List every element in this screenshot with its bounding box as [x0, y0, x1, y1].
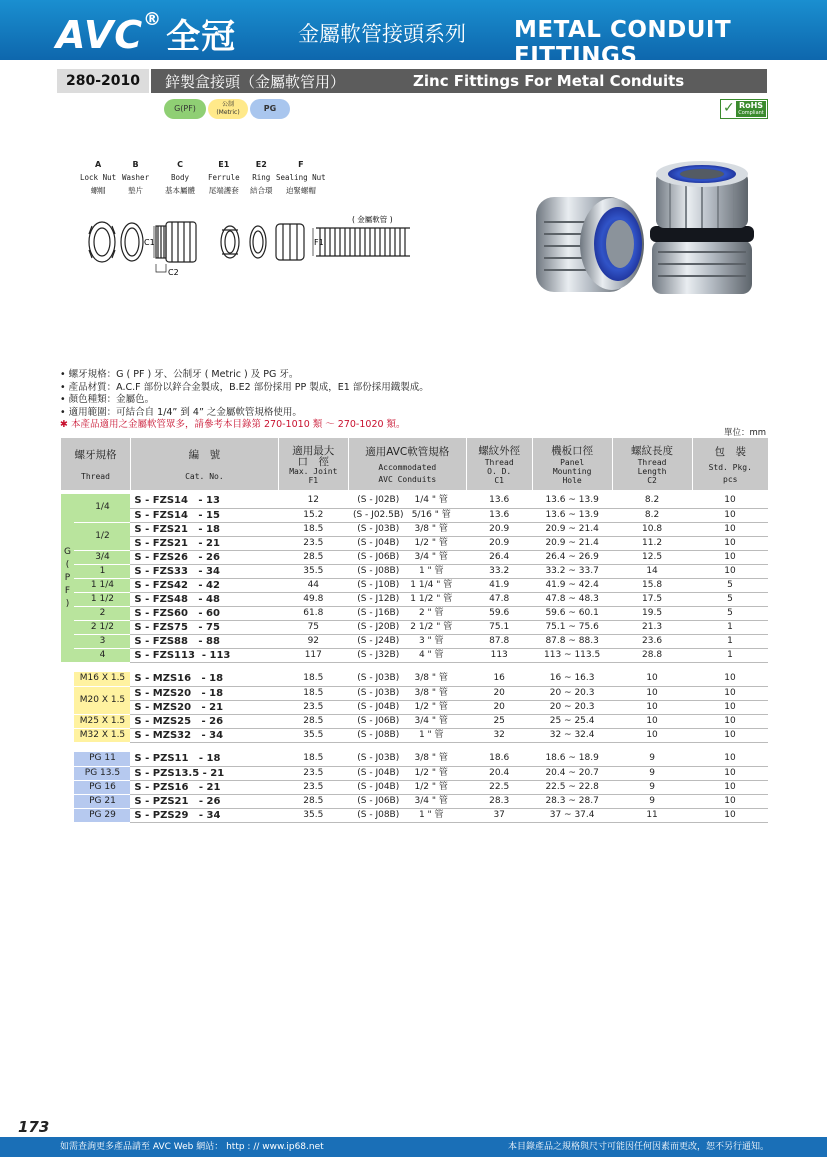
panel-hole-cell: 33.2 ~ 33.7: [532, 564, 612, 578]
conduit-ref-cell: (S - J04B): [348, 780, 404, 794]
thread-od-cell: 20: [466, 700, 532, 714]
series-title-cn: 金屬軟管接頭系列: [298, 22, 466, 46]
conduit-ref-cell: (S - J20B): [348, 620, 404, 634]
thread-length-cell: 15.8: [612, 578, 692, 592]
thread-size-cell: 3/4: [74, 550, 130, 564]
thread-length-cell: 9: [612, 794, 692, 808]
thread-length-cell: 10: [612, 686, 692, 700]
std-pkg-cell: 1: [692, 620, 768, 634]
product-title-en: Zinc Fittings For Metal Conduits: [413, 72, 685, 90]
page-number: 173: [18, 1118, 50, 1136]
product-photo: [530, 152, 770, 312]
thread-size-cell: PG 11: [74, 752, 130, 766]
thread-od-cell: 18.6: [466, 752, 532, 766]
std-pkg-cell: 10: [692, 766, 768, 780]
conduit-ref-cell: (S - J12B): [348, 592, 404, 606]
std-pkg-cell: 10: [692, 752, 768, 766]
cat-no-cell: S - FZS26 - 26: [130, 550, 278, 564]
std-pkg-cell: 5: [692, 592, 768, 606]
thread-length-cell: 9: [612, 752, 692, 766]
conduit-size-cell: 1 " 管: [404, 564, 466, 578]
conduit-size-cell: 5/16 " 管: [404, 508, 466, 522]
conduit-size-cell: 3/8 " 管: [404, 686, 466, 700]
part-e1: E1 Ferrule 尾端護套: [208, 160, 240, 195]
std-pkg-cell: 10: [692, 728, 768, 742]
table-row: [61, 728, 769, 742]
ferrule-drawing: [221, 226, 239, 258]
thread-length-cell: 10: [612, 714, 692, 728]
thread-length-cell: 10: [612, 700, 692, 714]
panel-hole-cell: 22.5 ~ 22.8: [532, 780, 612, 794]
conduit-size-cell: 3/8 " 管: [404, 752, 466, 766]
conduit-ref-cell: (S - J08B): [348, 808, 404, 822]
table-row: [61, 700, 769, 714]
max-joint-cell: 23.5: [278, 536, 348, 550]
panel-hole-cell: 25 ~ 25.4: [532, 714, 612, 728]
max-joint-cell: 61.8: [278, 606, 348, 620]
max-joint-cell: 117: [278, 648, 348, 662]
table-row: [61, 686, 769, 700]
part-a: A Lock Nut 螺帽: [80, 160, 117, 195]
thread-od-cell: 20: [466, 686, 532, 700]
panel-hole-cell: 20.9 ~ 21.4: [532, 522, 612, 536]
thread-od-cell: 33.2: [466, 564, 532, 578]
note-reference: ✱ 本產品適用之金屬軟管眾多，請參考本目錄第 270-1010 類 ～ 270-1020 類。: [60, 419, 406, 430]
cat-no-cell: S - FZS33 - 34: [130, 564, 278, 578]
panel-hole-cell: 20.9 ~ 21.4: [532, 536, 612, 550]
conduit-size-cell: 3/4 " 管: [404, 714, 466, 728]
cat-no-cell: S - PZS21 - 26: [130, 794, 278, 808]
c1-label: C1: [144, 238, 155, 247]
thread-length-cell: 8.2: [612, 494, 692, 508]
cat-no-cell: S - FZS88 - 88: [130, 634, 278, 648]
std-pkg-cell: 10: [692, 550, 768, 564]
conduit-ref-cell: (S - J08B): [348, 564, 404, 578]
thread-od-cell: 47.8: [466, 592, 532, 606]
conduit-size-cell: 1/2 " 管: [404, 536, 466, 550]
conduit-label: ( 金屬軟管 ): [352, 215, 393, 224]
table-row: [61, 780, 769, 794]
cat-no-cell: S - PZS11 - 18: [130, 752, 278, 766]
thread-od-cell: 20.4: [466, 766, 532, 780]
thread-size-cell: 4: [74, 648, 130, 662]
thread-size-cell: M16 X 1.5: [74, 672, 130, 686]
body-drawing: [156, 222, 196, 262]
conduit-ref-cell: (S - J03B): [348, 752, 404, 766]
thread-length-cell: 11: [612, 808, 692, 822]
footer-website-note: 如需查詢更多產品請至 AVC Web 網站： http : // www.ip68.net: [60, 1142, 324, 1152]
max-joint-cell: 35.5: [278, 728, 348, 742]
cat-no-cell: S - FZS42 - 42: [130, 578, 278, 592]
panel-hole-cell: 13.6 ~ 13.9: [532, 494, 612, 508]
group-pg-rows: [61, 752, 769, 822]
thread-od-cell: 25: [466, 714, 532, 728]
table-row: [61, 634, 769, 648]
conduit-drawing: [316, 228, 410, 256]
std-pkg-cell: 10: [692, 808, 768, 822]
std-pkg-cell: 1: [692, 648, 768, 662]
part-b: B Washer 墊片: [122, 160, 150, 195]
conduit-size-cell: 4 " 管: [404, 648, 466, 662]
table-row: [61, 550, 769, 564]
series-title-en: METAL CONDUIT FITTINGS: [514, 17, 732, 69]
conduit-ref-cell: (S - J06B): [348, 794, 404, 808]
std-pkg-cell: 10: [692, 700, 768, 714]
thread-length-cell: 12.5: [612, 550, 692, 564]
conduit-ref-cell: (S - J02.5B): [348, 508, 404, 522]
thread-length-cell: 11.2: [612, 536, 692, 550]
conduit-ref-cell: (S - J03B): [348, 686, 404, 700]
thread-od-cell: 37: [466, 808, 532, 822]
table-row: [61, 522, 769, 536]
thread-od-cell: 87.8: [466, 634, 532, 648]
conduit-size-cell: 3/4 " 管: [404, 794, 466, 808]
badge-g-pf: G(PF): [164, 99, 206, 119]
header-thread-od: 螺紋外徑 Thread O. D. C1: [466, 438, 532, 490]
washer-drawing: [121, 223, 143, 261]
panel-hole-cell: 59.6 ~ 60.1: [532, 606, 612, 620]
conduit-size-cell: 1 " 管: [404, 808, 466, 822]
fitting-right: [650, 161, 754, 294]
thread-od-cell: 32: [466, 728, 532, 742]
thread-size-cell: M25 X 1.5: [74, 714, 130, 728]
thread-od-cell: 41.9: [466, 578, 532, 592]
std-pkg-cell: 10: [692, 522, 768, 536]
c2-label: C2: [168, 268, 179, 277]
max-joint-cell: 35.5: [278, 808, 348, 822]
product-title-cn: 鋅製盒接頭（金屬軟管用）: [165, 73, 346, 91]
max-joint-cell: 92: [278, 634, 348, 648]
max-joint-cell: 12: [278, 494, 348, 508]
conduit-ref-cell: (S - J03B): [348, 672, 404, 686]
conduit-ref-cell: (S - J04B): [348, 700, 404, 714]
max-joint-cell: 18.5: [278, 672, 348, 686]
cat-no-cell: S - MZS32 - 34: [130, 728, 278, 742]
table-row: [61, 592, 769, 606]
cat-no-cell: S - PZS16 - 21: [130, 780, 278, 794]
conduit-size-cell: 3/8 " 管: [404, 522, 466, 536]
max-joint-cell: 75: [278, 620, 348, 634]
rohs-badge: ✓ RoHS Compliant: [720, 99, 768, 119]
thread-length-cell: 10: [612, 728, 692, 742]
conduit-ref-cell: (S - J06B): [348, 550, 404, 564]
cat-no-cell: S - FZS60 - 60: [130, 606, 278, 620]
lock-nut-drawing: [89, 222, 115, 262]
max-joint-cell: 18.5: [278, 522, 348, 536]
thread-length-cell: 10: [612, 672, 692, 686]
cat-no-cell: S - MZS20 - 18: [130, 686, 278, 700]
panel-hole-cell: 37 ~ 37.4: [532, 808, 612, 822]
thread-length-cell: 23.6: [612, 634, 692, 648]
max-joint-cell: 28.5: [278, 550, 348, 564]
table-row: [61, 672, 769, 686]
header-panel-hole: 機板口徑 Panel Mounting Hole: [532, 438, 612, 490]
conduit-size-cell: 3 " 管: [404, 634, 466, 648]
conduit-size-cell: 3/8 " 管: [404, 672, 466, 686]
spec-table: [60, 438, 768, 823]
std-pkg-cell: 10: [692, 714, 768, 728]
cat-no-cell: S - FZS21 - 21: [130, 536, 278, 550]
check-icon: ✓: [723, 100, 735, 116]
header-thread: 螺牙規格 Thread: [61, 438, 131, 490]
conduit-size-cell: 1/2 " 管: [404, 700, 466, 714]
cat-no-cell: S - MZS25 - 26: [130, 714, 278, 728]
max-joint-cell: 35.5: [278, 564, 348, 578]
max-joint-cell: 28.5: [278, 794, 348, 808]
note-range: • 適用範圍：可結合自 1/4” 到 4” 之金屬軟管規格使用。: [60, 406, 302, 418]
part-f: F Sealing Nut 迫緊螺帽: [276, 160, 326, 195]
header-banner: [0, 0, 827, 69]
thread-length-cell: 17.5: [612, 592, 692, 606]
brand-logo: AVC® 全冠: [56, 9, 237, 57]
table-row: [61, 648, 769, 662]
thread-od-cell: 13.6: [466, 494, 532, 508]
thread-size-cell: 3: [74, 634, 130, 648]
table-row: [61, 714, 769, 728]
thread-size-cell: 1: [74, 564, 130, 578]
panel-hole-cell: 28.3 ~ 28.7: [532, 794, 612, 808]
std-pkg-cell: 10: [692, 494, 768, 508]
table-row: [61, 564, 769, 578]
conduit-ref-cell: (S - J32B): [348, 648, 404, 662]
panel-hole-cell: 16 ~ 16.3: [532, 672, 612, 686]
cat-no-cell: S - MZS20 - 21: [130, 700, 278, 714]
thread-od-cell: 22.5: [466, 780, 532, 794]
thread-group-label: G ( P F ): [61, 494, 75, 662]
panel-hole-cell: 18.6 ~ 18.9: [532, 752, 612, 766]
thread-type-badges: [164, 99, 292, 119]
conduit-ref-cell: (S - J04B): [348, 536, 404, 550]
group-metric-rows: [61, 672, 769, 742]
std-pkg-cell: 10: [692, 564, 768, 578]
table-row: [61, 794, 769, 808]
thread-size-cell: 1 1/2: [74, 592, 130, 606]
conduit-ref-cell: (S - J06B): [348, 714, 404, 728]
conduit-size-cell: 3/4 " 管: [404, 550, 466, 564]
conduit-size-cell: 1/4 " 管: [404, 494, 466, 508]
table-row: [61, 508, 769, 522]
thread-od-cell: 16: [466, 672, 532, 686]
table-row: [61, 606, 769, 620]
std-pkg-cell: 1: [692, 634, 768, 648]
note-material: • 產品材質：A.C.F 部份以鋅合金製成，B.E2 部份採用 PP 製成，E1 部份採用鐵製成。: [60, 381, 429, 393]
part-e2: E2 Ring 結合環: [250, 160, 273, 195]
std-pkg-cell: 10: [692, 536, 768, 550]
max-joint-cell: 23.5: [278, 780, 348, 794]
header-thread-length: 螺紋長度 Thread Length C2: [612, 438, 692, 490]
product-notes: [60, 369, 429, 432]
group-g-pf-rows: [61, 494, 769, 662]
part-c: C Body 基本屬體: [165, 160, 195, 195]
thread-group-label: [61, 672, 75, 742]
thread-size-cell: 2 1/2: [74, 620, 130, 634]
table-row: [61, 808, 769, 822]
thread-od-cell: 20.9: [466, 522, 532, 536]
sealing-nut-drawing: [276, 224, 304, 260]
cat-no-cell: S - FZS75 - 75: [130, 620, 278, 634]
panel-hole-cell: 32 ~ 32.4: [532, 728, 612, 742]
table-row: [61, 578, 769, 592]
cat-no-cell: S - MZS16 - 18: [130, 672, 278, 686]
conduit-size-cell: 1 1/2 " 管: [404, 592, 466, 606]
footer-bar: [0, 1137, 827, 1157]
thread-od-cell: 113: [466, 648, 532, 662]
badge-pg: PG: [250, 99, 290, 119]
thread-length-cell: 9: [612, 766, 692, 780]
thread-size-cell: 1 1/4: [74, 578, 130, 592]
max-joint-cell: 44: [278, 578, 348, 592]
std-pkg-cell: 10: [692, 672, 768, 686]
thread-length-cell: 21.3: [612, 620, 692, 634]
product-title-bar: [57, 69, 767, 93]
thread-length-cell: 8.2: [612, 508, 692, 522]
thread-length-cell: 19.5: [612, 606, 692, 620]
ring-drawing: [250, 226, 266, 258]
thread-length-cell: 14: [612, 564, 692, 578]
cat-no-cell: S - FZS48 - 48: [130, 592, 278, 606]
conduit-size-cell: 1 1/4 " 管: [404, 578, 466, 592]
panel-hole-cell: 26.4 ~ 26.9: [532, 550, 612, 564]
max-joint-cell: 18.5: [278, 686, 348, 700]
panel-hole-cell: 113 ~ 113.5: [532, 648, 612, 662]
conduit-ref-cell: (S - J04B): [348, 766, 404, 780]
panel-hole-cell: 87.8 ~ 88.3: [532, 634, 612, 648]
panel-hole-cell: 47.8 ~ 48.3: [532, 592, 612, 606]
std-pkg-cell: 10: [692, 794, 768, 808]
cat-no-cell: S - FZS113 - 113: [130, 648, 278, 662]
conduit-ref-cell: (S - J03B): [348, 522, 404, 536]
conduit-size-cell: 1/2 " 管: [404, 780, 466, 794]
conduit-ref-cell: (S - J02B): [348, 494, 404, 508]
thread-group-label: [61, 752, 75, 822]
table-row: [61, 620, 769, 634]
table-row: [61, 766, 769, 780]
max-joint-cell: 15.2: [278, 508, 348, 522]
max-joint-cell: 23.5: [278, 766, 348, 780]
cat-no-cell: S - FZS21 - 18: [130, 522, 278, 536]
std-pkg-cell: 5: [692, 578, 768, 592]
conduit-size-cell: 2 " 管: [404, 606, 466, 620]
table-row: [61, 536, 769, 550]
panel-hole-cell: 13.6 ~ 13.9: [532, 508, 612, 522]
cat-no-cell: S - FZS14 - 15: [130, 508, 278, 522]
conduit-ref-cell: (S - J10B): [348, 578, 404, 592]
std-pkg-cell: 10: [692, 780, 768, 794]
thread-size-cell: 1/2: [74, 522, 130, 550]
conduit-size-cell: 2 1/2 " 管: [404, 620, 466, 634]
table-row: [61, 752, 769, 766]
thread-size-cell: 1/4: [74, 494, 130, 522]
f1-label: F1: [314, 238, 324, 247]
thread-od-cell: 26.4: [466, 550, 532, 564]
unit-label: 單位：mm: [724, 428, 767, 438]
conduit-ref-cell: (S - J16B): [348, 606, 404, 620]
footer-disclaimer: 本目錄產品之規格與尺寸可能因任何因素而更改，恕不另行通知。: [507, 1142, 769, 1152]
thread-size-cell: PG 13.5: [74, 766, 130, 780]
std-pkg-cell: 5: [692, 606, 768, 620]
std-pkg-cell: 10: [692, 686, 768, 700]
header-cat-no: 編 號 Cat. No.: [130, 438, 278, 490]
panel-hole-cell: 20 ~ 20.3: [532, 686, 612, 700]
conduit-size-cell: 1 " 管: [404, 728, 466, 742]
conduit-ref-cell: (S - J08B): [348, 728, 404, 742]
thread-size-cell: PG 29: [74, 808, 130, 822]
note-thread-spec: • 螺牙規格：G ( PF ) 牙、公制牙 ( Metric ) 及 PG 牙。: [60, 369, 299, 380]
cat-no-cell: S - PZS13.5 - 21: [130, 766, 278, 780]
exploded-parts-diagram: [80, 212, 420, 284]
note-color: • 顏色種類：金屬色。: [60, 394, 155, 405]
panel-hole-cell: 20 ~ 20.3: [532, 700, 612, 714]
product-code: 280-2010: [57, 69, 151, 93]
header-std-pkg: 包 裝 Std. Pkg. pcs: [692, 438, 768, 490]
std-pkg-cell: 10: [692, 508, 768, 522]
panel-hole-cell: 41.9 ~ 42.4: [532, 578, 612, 592]
thread-size-cell: PG 21: [74, 794, 130, 808]
thread-size-cell: M32 X 1.5: [74, 728, 130, 742]
thread-length-cell: 9: [612, 780, 692, 794]
max-joint-cell: 28.5: [278, 714, 348, 728]
thread-size-cell: 2: [74, 606, 130, 620]
cat-no-cell: S - PZS29 - 34: [130, 808, 278, 822]
header-conduits: 適用AVC軟管規格 Accommodated AVC Conduits: [348, 438, 466, 490]
panel-hole-cell: 75.1 ~ 75.6: [532, 620, 612, 634]
badge-metric: 公制 (Metric): [208, 99, 248, 119]
cat-no-cell: S - FZS14 - 13: [130, 494, 278, 508]
table-row: [61, 494, 769, 508]
header-max-joint: 適用最大 口 徑 Max. Joint F1: [278, 438, 348, 490]
max-joint-cell: 18.5: [278, 752, 348, 766]
thread-size-cell: M20 X 1.5: [74, 686, 130, 714]
thread-od-cell: 20.9: [466, 536, 532, 550]
thread-size-cell: PG 16: [74, 780, 130, 794]
conduit-ref-cell: (S - J24B): [348, 634, 404, 648]
thread-length-cell: 28.8: [612, 648, 692, 662]
thread-od-cell: 13.6: [466, 508, 532, 522]
thread-od-cell: 75.1: [466, 620, 532, 634]
thread-length-cell: 10.8: [612, 522, 692, 536]
fitting-left: [536, 197, 644, 292]
thread-od-cell: 59.6: [466, 606, 532, 620]
max-joint-cell: 49.8: [278, 592, 348, 606]
max-joint-cell: 23.5: [278, 700, 348, 714]
thread-od-cell: 28.3: [466, 794, 532, 808]
panel-hole-cell: 20.4 ~ 20.7: [532, 766, 612, 780]
conduit-size-cell: 1/2 " 管: [404, 766, 466, 780]
